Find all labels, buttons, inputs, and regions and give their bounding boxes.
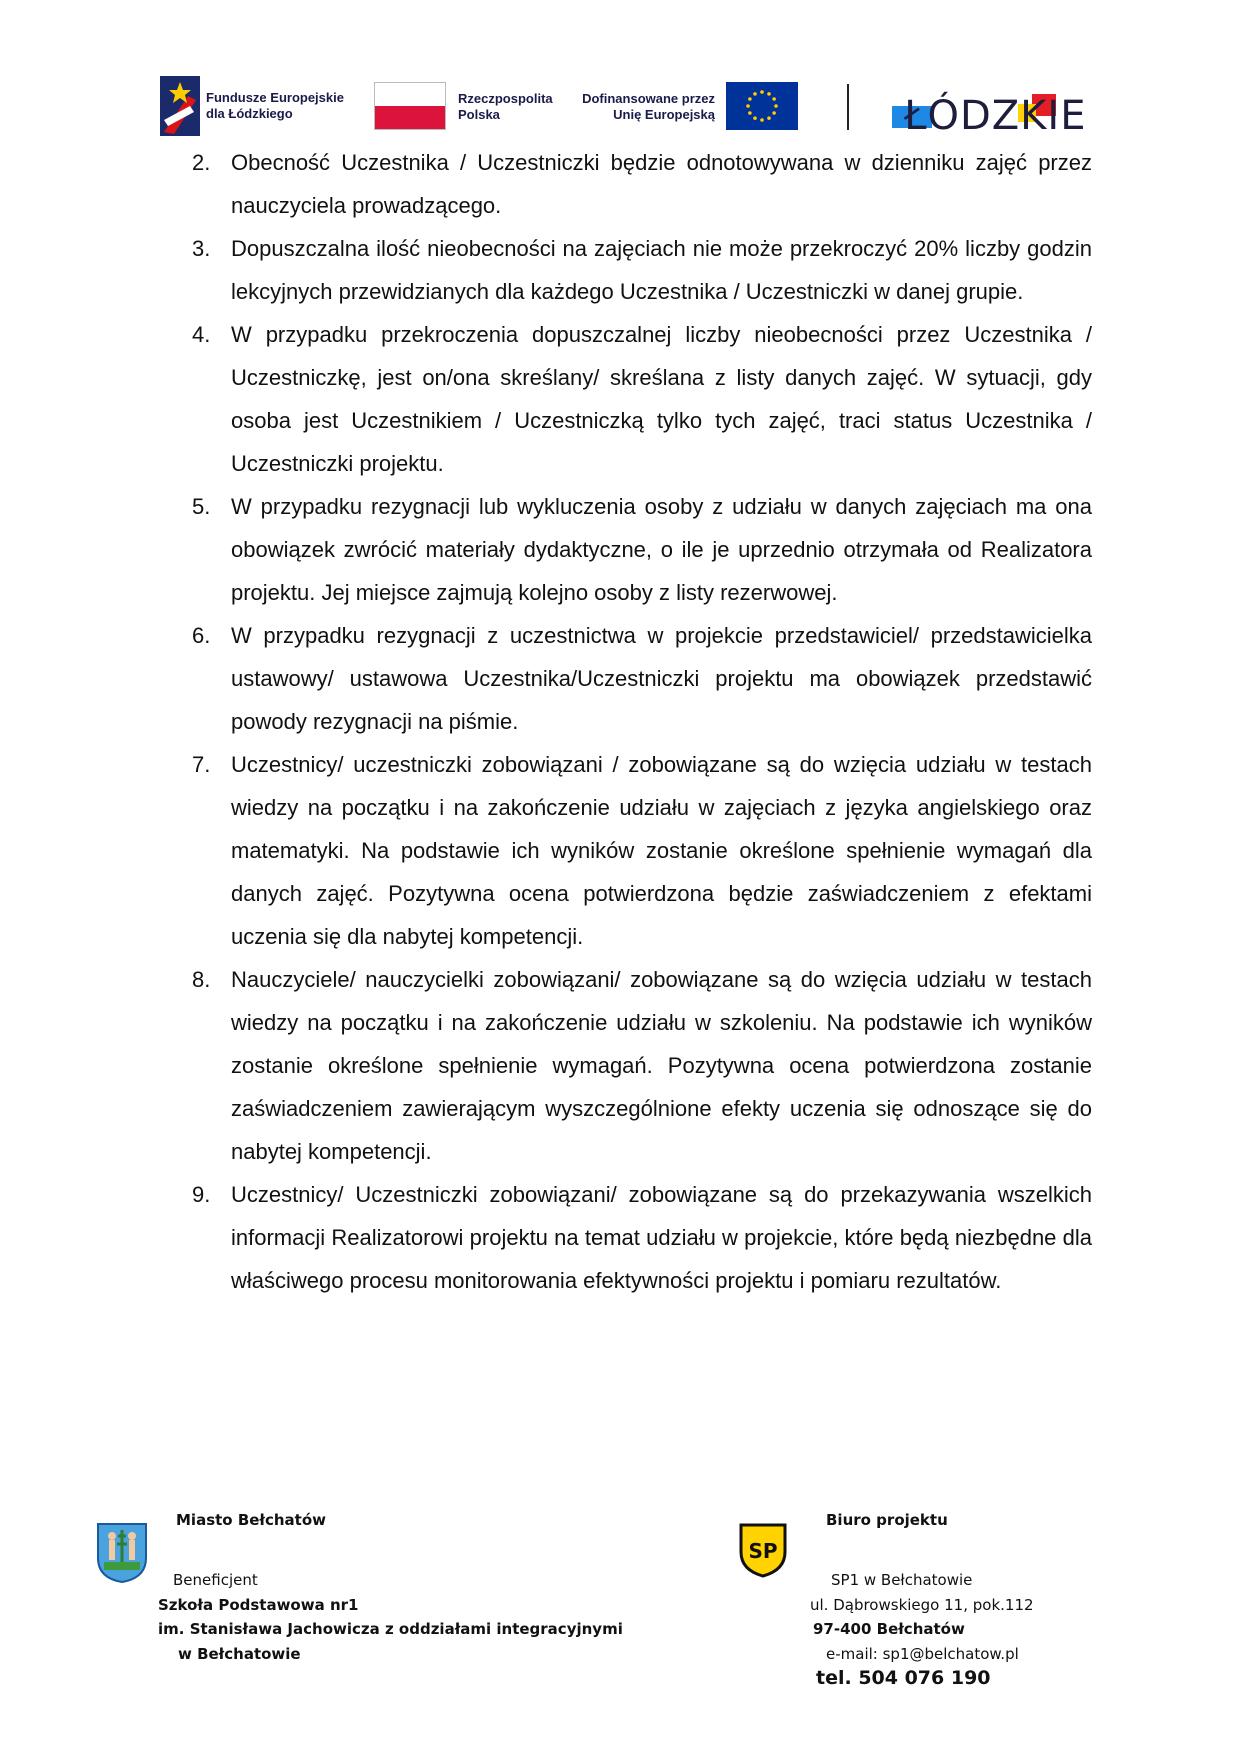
fe-logo-line2: dla Łódzkiego [206, 106, 293, 121]
header-logos [160, 74, 1100, 140]
eu-star-icon [772, 111, 776, 115]
item-text: W przypadku przekroczenia dopuszczalnej liczby nieobecności przez Uczestnika / Uczestniczkę, jest on/ona skreślany/ skreślana z listy danych zajęć. W sytuacji, gdy osoba jest Uczestnikiem / Uczestniczką tylko tych zajęć, traci status Uczestnika / Uczestniczki projektu. [231, 322, 1092, 476]
footer-phone: tel. 504 076 190 [816, 1667, 991, 1689]
lodzkie-region-logo [892, 88, 1087, 139]
list-item [192, 958, 1092, 1173]
footer-left-line3: w Bełchatowie [178, 1645, 301, 1663]
item-text: W przypadku rezygnacji lub wykluczenia osoby z udziału w danych zajęciach ma ona obowiązek zwrócić materiały dydaktyczne, o ile je uprzednio otrzymała od Realizatora projektu. Jej miejsce zajmują kolejno osoby z listy rezerwowej. [231, 494, 1092, 605]
item-text: W przypadku rezygnacji z uczestnictwa w projekcie przedstawiciel/ przedstawicielka ustawowy/ ustawowa Uczestnika/Uczestniczki projektu ma obowiązek przedstawić powody rezygnacji na piśmie. [231, 623, 1092, 734]
footer-email: e-mail: sp1@belchatow.pl [826, 1645, 1019, 1663]
footer-left-line1: Szkoła Podstawowa nr1 [158, 1596, 359, 1614]
fe-star-icon [160, 76, 200, 136]
eu-star-icon [753, 116, 757, 120]
fundusze-europejskie-logo [160, 74, 360, 140]
rp-logo-line1: Rzeczpospolita [458, 91, 553, 106]
eu-star-icon [774, 104, 778, 108]
list-item [192, 141, 1092, 227]
fe-logo-line1: Fundusze Europejskie [206, 90, 344, 105]
rzeczpospolita-polska-logo [374, 82, 574, 136]
eu-star-icon [760, 90, 764, 94]
list-item [192, 743, 1092, 958]
eu-flag-icon [726, 82, 798, 130]
list-item [192, 485, 1092, 614]
eu-star-icon [748, 97, 752, 101]
school-crest-icon [738, 1522, 788, 1578]
item-number: 4. [192, 322, 211, 347]
list-item [192, 313, 1092, 485]
item-text: Dopuszczalna ilość nieobecności na zajęciach nie może przekroczyć 20% liczby godzin lekcyjnych przewidzianych dla każdego Uczestnika / Uczestniczki w danej grupie. [231, 236, 1092, 304]
footer-left-role: Beneficjent [173, 1571, 258, 1589]
footer-right-line3: 97-400 Bełchatów [813, 1620, 965, 1638]
eu-logo-line2: Unię Europejską [613, 107, 715, 122]
item-text: Obecność Uczestnika / Uczestniczki będzie odnotowywana w dzienniku zajęć przez nauczyciela prowadzącego. [231, 150, 1092, 218]
item-number: 6. [192, 623, 211, 648]
list-item [192, 614, 1092, 743]
item-number: 2. [192, 150, 211, 175]
page-footer [0, 1500, 1241, 1700]
item-number: 7. [192, 752, 211, 777]
item-number: 8. [192, 967, 211, 992]
list-item [192, 227, 1092, 313]
item-number: 9. [192, 1182, 211, 1207]
item-text: Uczestnicy/ Uczestniczki zobowiązani/ zobowiązane są do przekazywania wszelkich informacji Realizatorowi projektu na temat udziału w projekcie, które będą niezbędne dla właściwego procesu monitorowania efektywności projektu i pomiaru rezultatów. [231, 1182, 1092, 1293]
polish-flag-icon [374, 82, 446, 130]
regulation-list [192, 141, 1092, 1302]
eu-funding-logo [580, 82, 890, 136]
school-crest-letters: SP [748, 1539, 778, 1563]
logo-divider [847, 84, 849, 130]
list-item [192, 1173, 1092, 1302]
item-number: 5. [192, 494, 211, 519]
footer-left-title: Miasto Bełchatów [176, 1511, 327, 1529]
item-number: 3. [192, 236, 211, 261]
footer-right-line2: ul. Dąbrowskiego 11, pok.112 [810, 1596, 1034, 1614]
eu-star-icon [772, 97, 776, 101]
eu-star-icon [753, 92, 757, 96]
lodzkie-wordmark: ŁÓDZKIE [904, 93, 1087, 139]
eu-star-icon [746, 104, 750, 108]
item-text: Uczestnicy/ uczestniczki zobowiązani / zobowiązane są do wzięcia udziału w testach wiedzy na początku i na zakończenie udziału w zajęciach z języka angielskiego oraz matematyki. Na podstawie ich wyników zostanie określone spełnienie wymagań dla danych zajęć. Pozytywna ocena potwierdzona będzie zaświadczeniem z efektami uczenia się dla nabytej kompetencji. [231, 752, 1092, 949]
eu-logo-line1: Dofinansowane przez [582, 91, 715, 106]
eu-star-icon [767, 92, 771, 96]
footer-right-line1: SP1 w Bełchatowie [831, 1571, 973, 1589]
eu-star-icon [748, 111, 752, 115]
footer-right-title: Biuro projektu [826, 1511, 948, 1529]
eu-star-icon [760, 118, 764, 122]
footer-left-line2: im. Stanisława Jachowicza z oddziałami integracyjnymi [158, 1620, 623, 1638]
belchatow-coat-of-arms-icon [96, 1522, 148, 1584]
eu-star-icon [767, 116, 771, 120]
item-text: Nauczyciele/ nauczycielki zobowiązani/ zobowiązane są do wzięcia udziału w testach wiedzy na początku i na zakończenie udziału w szkoleniu. Na podstawie ich wyników zostanie określone spełnienie wymagań. Pozytywna ocena potwierdzona zostanie zaświadczeniem zawierającym wyszczególnione efekty uczenia się odnoszące się do nabytej kompetencji. [231, 967, 1092, 1164]
rp-logo-line2: Polska [458, 107, 500, 122]
